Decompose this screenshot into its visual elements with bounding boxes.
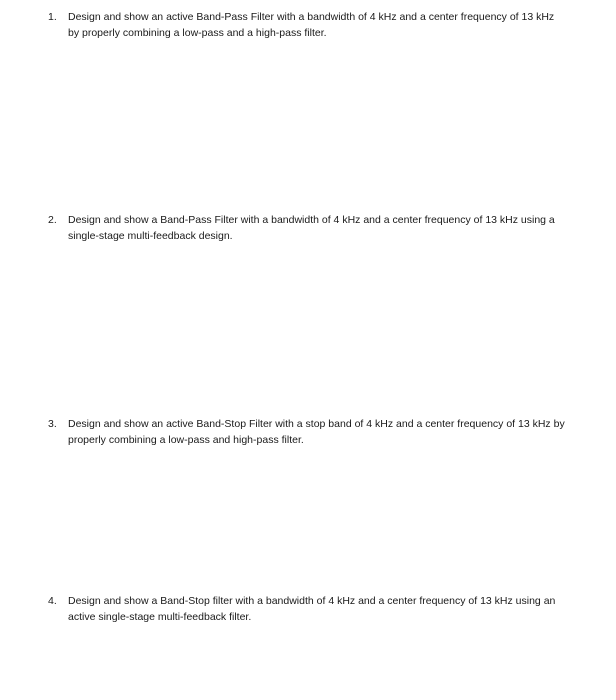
question-2 xyxy=(48,212,568,244)
question-1 xyxy=(48,9,568,41)
question-4-number: 4. xyxy=(48,595,57,607)
question-3-text: Design and show an active Band-Stop Filter with a stop band of 4 kHz and a center frequency of 13 kHz by properly combining a low-pass and high-pass filter. xyxy=(68,418,565,446)
question-4 xyxy=(48,593,568,625)
question-2-text: Design and show a Band-Pass Filter with a bandwidth of 4 kHz and a center frequency of 13 kHz using a single-stage multi-feedback design. xyxy=(68,214,555,242)
question-3 xyxy=(48,416,568,448)
question-2-number: 2. xyxy=(48,214,57,226)
question-3-number: 3. xyxy=(48,418,57,430)
question-1-number: 1. xyxy=(48,11,57,23)
question-4-text: Design and show a Band-Stop filter with a bandwidth of 4 kHz and a center frequency of 13 kHz using an active single-stage multi-feedback filter. xyxy=(68,595,556,623)
question-1-text: Design and show an active Band-Pass Filter with a bandwidth of 4 kHz and a center frequency of 13 kHz by properly combining a low-pass and a high-pass filter. xyxy=(68,11,555,39)
